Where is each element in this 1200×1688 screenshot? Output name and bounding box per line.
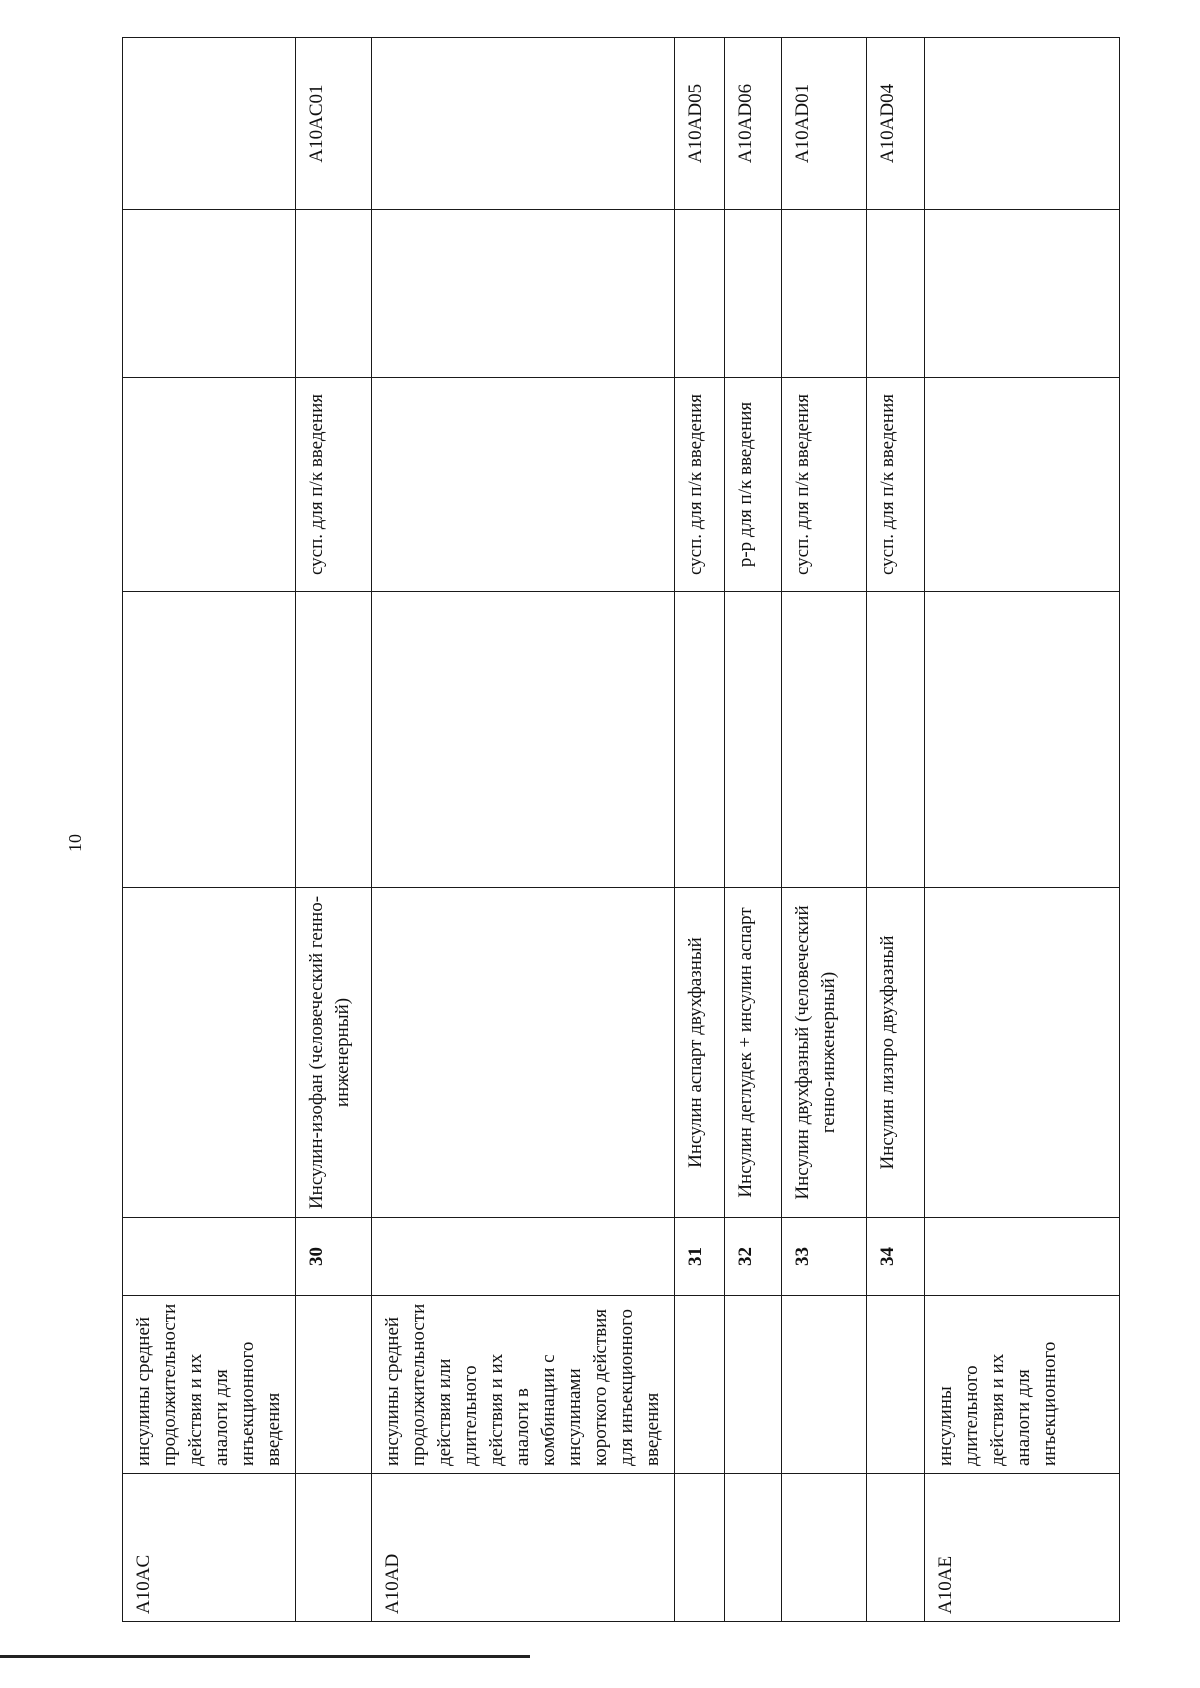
empty-cell xyxy=(372,210,675,378)
empty-cell xyxy=(925,592,1120,888)
page-number: 10 xyxy=(65,834,85,852)
drug-name: Инсулин двухфазный (человеческий генно-инженерный) xyxy=(782,888,867,1218)
dosage-form: сусп. для п/к введения xyxy=(296,378,372,592)
dosage-form xyxy=(123,378,296,592)
atc-code xyxy=(925,38,1120,210)
drug-name xyxy=(925,888,1120,1218)
atc-group-code xyxy=(296,1474,372,1622)
atc-code: A10AD04 xyxy=(867,38,925,210)
item-number: 31 xyxy=(675,1218,725,1296)
drug-name: Инсулин лизпро двухфазный xyxy=(867,888,925,1218)
drug-name: Инсулин-изофан (человеческий генно-инженерный) xyxy=(296,888,372,1218)
atc-group-name: инсулины длительного действия и их аналоги для инъекционного xyxy=(925,1296,1120,1474)
table-row xyxy=(782,38,867,1622)
item-number xyxy=(123,1218,296,1296)
item-number: 34 xyxy=(867,1218,925,1296)
drug-table xyxy=(122,38,1086,1622)
item-number: 33 xyxy=(782,1218,867,1296)
empty-cell xyxy=(296,592,372,888)
footer-divider-line xyxy=(0,1655,530,1658)
atc-group-name xyxy=(296,1296,372,1474)
drug-name: Инсулин деглудек + инсулин аспарт xyxy=(725,888,782,1218)
atc-code: A10AC01 xyxy=(296,38,372,210)
table-row xyxy=(925,38,1120,1622)
empty-cell xyxy=(372,592,675,888)
atc-code xyxy=(372,38,675,210)
atc-code: A10AD01 xyxy=(782,38,867,210)
atc-group-code: A10AE xyxy=(925,1474,1120,1622)
dosage-form xyxy=(925,378,1120,592)
empty-cell xyxy=(782,210,867,378)
drug-name xyxy=(372,888,675,1218)
atc-group-name xyxy=(782,1296,867,1474)
empty-cell xyxy=(867,592,925,888)
atc-group-name: инсулины средней продолжительности действия или длительного действия и их аналоги в комбинации с инсулинами короткого действия для инъекционного введения xyxy=(372,1296,675,1474)
empty-cell xyxy=(123,592,296,888)
atc-group-code xyxy=(782,1474,867,1622)
empty-cell xyxy=(725,210,782,378)
empty-cell xyxy=(725,592,782,888)
dosage-form: сусп. для п/к введения xyxy=(867,378,925,592)
atc-group-code xyxy=(867,1474,925,1622)
empty-cell xyxy=(867,210,925,378)
empty-cell xyxy=(675,592,725,888)
empty-cell xyxy=(123,210,296,378)
atc-code: A10AD06 xyxy=(725,38,782,210)
item-number: 30 xyxy=(296,1218,372,1296)
dosage-form: р-р для п/к введения xyxy=(725,378,782,592)
item-number: 32 xyxy=(725,1218,782,1296)
dosage-form: сусп. для п/к введения xyxy=(782,378,867,592)
drug-name xyxy=(123,888,296,1218)
atc-group-name: инсулины средней продолжительности действия и их аналоги для инъекционного введения xyxy=(123,1296,296,1474)
empty-cell xyxy=(675,210,725,378)
atc-group-code xyxy=(675,1474,725,1622)
atc-group-name xyxy=(675,1296,725,1474)
empty-cell xyxy=(925,210,1120,378)
table-row xyxy=(867,38,925,1622)
table-row xyxy=(123,38,296,1622)
table-row xyxy=(725,38,782,1622)
item-number xyxy=(925,1218,1120,1296)
atc-group-code xyxy=(725,1474,782,1622)
atc-group-code: A10AC xyxy=(123,1474,296,1622)
table-row xyxy=(675,38,725,1622)
table-row xyxy=(372,38,675,1622)
atc-group-name xyxy=(867,1296,925,1474)
atc-group-name xyxy=(725,1296,782,1474)
atc-code: A10AD05 xyxy=(675,38,725,210)
table-row xyxy=(296,38,372,1622)
drug-name: Инсулин аспарт двухфазный xyxy=(675,888,725,1218)
dosage-form xyxy=(372,378,675,592)
item-number xyxy=(372,1218,675,1296)
dosage-form: сусп. для п/к введения xyxy=(675,378,725,592)
empty-cell xyxy=(782,592,867,888)
empty-cell xyxy=(296,210,372,378)
atc-group-code: A10AD xyxy=(372,1474,675,1622)
atc-code xyxy=(123,38,296,210)
